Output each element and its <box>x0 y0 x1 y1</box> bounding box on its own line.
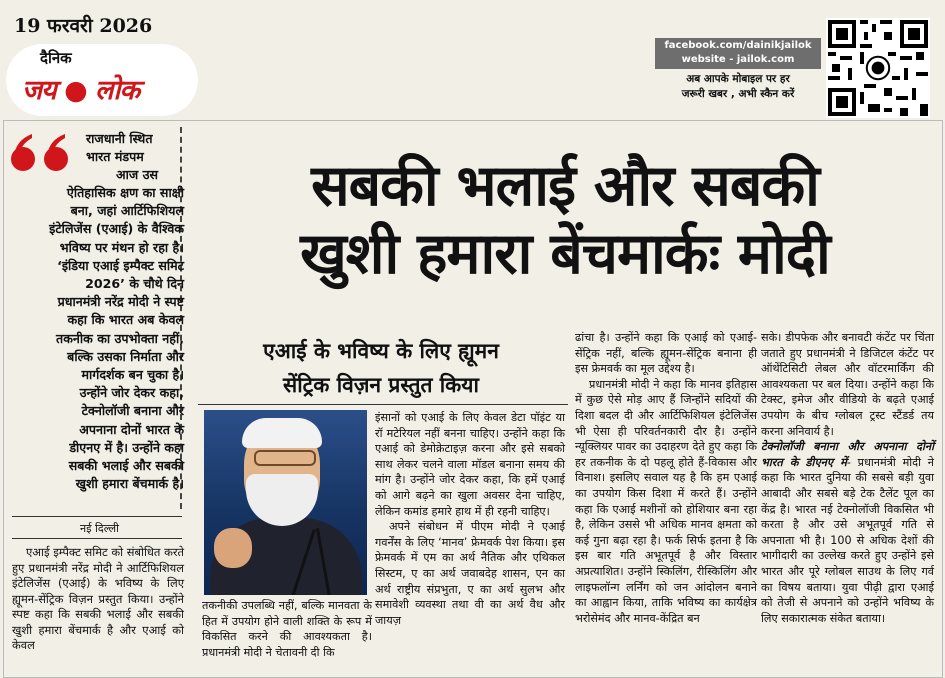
article-column-4 <box>575 330 757 626</box>
subheadline-line-1: एआई के भविष्य के लिए ह्यूमन <box>263 339 499 363</box>
masthead-dainik: दैनिक <box>40 49 72 67</box>
photo-hair <box>242 418 322 448</box>
issue-date: 19 फरवरी 2026 <box>14 15 153 37</box>
social-links-box <box>655 38 821 69</box>
scan-prompt <box>652 72 824 102</box>
lead-line: उन्होंने जोर देकर कहा, <box>79 385 184 401</box>
subheadline-line-2: सेंट्रिक विज़न प्रस्तुत किया <box>283 373 479 397</box>
lead-line: भारत मंडपम <box>86 149 144 165</box>
website-link[interactable]: website - jailok.com <box>681 54 795 65</box>
lead-line: अपनाना दोनों भारत के <box>79 421 184 437</box>
lead-line: प्रधानमंत्री नरेंद्र मोदी ने स्पष्ट <box>57 294 184 310</box>
divider <box>12 516 182 517</box>
subheadline <box>196 334 566 402</box>
paragraph-text: - प्रधानमंत्री मोदी ने कहा कि भारत दुनिया की सबसे बड़ी युवा आबादी और सबसे बड़े टेक टैलेंट पूल का केंद्र है। भारत नई टेक्नोलॉजी विकसित भी करता है और उसे अभूतपूर्व गति से अपनाता भी है। 100 से अधिक देशों की भागीदारी का उल्लेख करते हुए उन्होंने इसे भारत और पूरे ग्लोबल साउथ के लिए गर्व का विषय बताया। युवा पीढ़ी द्वारा एआई को तेजी से अपनाने को उन्होंने भविष्य के लिए सकारात्मक संकेत बताया। <box>761 455 934 625</box>
paragraph: तकनीकी उपलब्धि नहीं, बल्कि मानवता के हित में उपयोग होने वाली शक्ति के रूप में विकसित करने की आवश्यकता है। प्रधानमंत्री मोदी ने चेतावनी दी कि <box>202 599 372 659</box>
pm-modi-photo <box>204 410 367 595</box>
lead-line: तकनीक का उपभोक्ता नहीं, <box>56 330 184 346</box>
paragraph: प्रधानमंत्री मोदी ने कहा कि मानव इतिहास में कुछ ऐसे मोड़ आए हैं जिन्होंने सदियों की दिशा बदल दी और आर्टिफिशियल इंटेलिजेंस भी ऐसा ही परिवर्तनकारी दौर है। उन्होंने न्यूक्लियर पावर का उदाहरण देते हुए कहा कि हर तकनीक के दो पहलू होते हैं-विकास और विनाश। इसलिए सवाल यह है कि हम एआई का उपयोग किस दिशा में करते हैं। उन्होंने कहा कि एआई मशीनों को होशियार बना रहा है, लेकिन उससे भी अधिक मानव क्षमता को कई गुना बढ़ा रहा है। फर्क सिर्फ इतना है कि इस बार गति अभूतपूर्व है और विस्तार अप्रत्याशित। उन्होंने स्किलिंग, रीस्किलिंग और लाइफलॉन्ग लर्निंग को जन आंदोलन बनाने का आह्वान किया, ताकि भविष्य का कार्यक्षेत्र भरोसेमंद और मानव-केंद्रित बन <box>575 377 757 625</box>
facebook-link[interactable]: facebook.com/dainikjailok <box>664 40 812 51</box>
paragraph: ढांचा है। उन्होंने कहा कि एआई को एआई-सेंट्रिक नहीं, बल्कि ह्यूमन-सेंट्रिक बनाना ही इस फ्रेमवर्क का मूल उद्देश्य है। <box>575 331 757 376</box>
masthead-title: जय ● लोक <box>22 75 140 106</box>
article-column-2 <box>202 598 372 660</box>
headline <box>196 152 934 288</box>
lead-line: मार्गदर्शक बन चुका है। <box>81 367 184 383</box>
subhead-inline: टेक्नोलॉजी बनाना और अपनाना दोनों भारत के डीएनए में <box>761 440 934 469</box>
dateline: नई दिल्ली <box>80 522 119 535</box>
headline-line-1: सबकी भलाई और सबकी <box>311 153 819 219</box>
paragraph: अपने संबोधन में पीएम मोदी ने एआई गवर्नेंस के लिए ‘मानव’ फ्रेमवर्क पेश किया। इस फ्रेमवर्क में एम का अर्थ नैतिक और एथिकल सिस्टम, ए का अर्थ जवाबदेह शासन, एन का अर्थ राष्ट्रीय संप्रभुता, ए का अर्थ सुलभ और समावेशी व्यवस्था तथा वी का अर्थ वैध और जायज़ <box>375 520 565 627</box>
paragraph: सके। डीपफेक और बनावटी कंटेंट पर चिंता जताते हुए प्रधानमंत्री ने डिजिटल कंटेंट पर ऑथेंटिसिटी लेबल और वॉटरमार्किंग की आवश्यकता पर बल दिया। उन्होंने कहा कि टेक्स्ट, इमेज और वीडियो के बढ़ते एआई उपयोग के बीच ग्लोबल ट्रस्ट स्टैंडर्ड तय करना अनिवार्य है। <box>761 331 934 438</box>
lead-line: 2026’ के चौथे दिन <box>85 276 184 292</box>
lead-line: टेक्नोलॉजी बनाना और <box>81 403 184 419</box>
photo-glasses <box>254 450 316 466</box>
lead-line: बना, जहां आर्टिफिशियल <box>70 203 184 219</box>
lead-line: ‘इंडिया एआई इम्पैक्ट समिट <box>57 257 184 273</box>
article-column-3 <box>375 410 565 628</box>
paragraph <box>761 439 934 626</box>
divider <box>198 404 568 405</box>
lead-line: भविष्य पर मंथन हो रहा है। <box>59 239 184 255</box>
divider <box>12 538 182 539</box>
lead-line: खुशी हमारा बेंचमार्क है। <box>75 476 184 492</box>
photo-hand <box>214 528 252 568</box>
lead-line: आज उस <box>116 167 159 183</box>
lead-line: राजधानी स्थित <box>86 131 153 146</box>
lead-line: ऐतिहासिक क्षण का साक्षी <box>66 185 184 200</box>
lead-line: डीएनए में है। उन्होंने कहा <box>69 439 184 455</box>
scan-line-1: अब आपके मोबाइल पर हर <box>686 73 790 85</box>
lead-line: बल्कि उसका निर्माता और <box>67 348 184 364</box>
lead-line: इंटेलिजेंस (एआई) के वैश्विक <box>49 221 184 237</box>
qr-code-icon[interactable] <box>826 18 930 118</box>
lead-quote-top <box>86 130 182 185</box>
headline-line-2: खुशी हमारा बेंचमार्कः मोदी <box>300 221 830 287</box>
lead-line: कहा कि भारत अब केवल <box>67 312 184 328</box>
lead-quote-body <box>12 184 184 493</box>
paragraph: इंसानों को एआई के लिए केवल डेटा पॉइंट या रॉ मटेरियल नहीं बनना चाहिए। उन्होंने कहा कि एआई को डेमोक्रेटाइज़ करना और इसे सबको साथ लेकर चलने वाला मॉडल बनाना समय की मांग है। उन्होंने जोर देकर कहा, कि हमें एआई को आगे बढ़ने का खुला अवसर देना चाहिए, लेकिन कमांड हमारे हाथ में ही रहनी चाहिए। <box>375 411 565 518</box>
scan-line-2: जरूरी खबर , अभी स्कैन करें <box>681 88 795 100</box>
article-column-5 <box>761 330 934 626</box>
lead-line: सबकी भलाई और सबकी <box>68 458 184 474</box>
paragraph: एआई इम्पैक्ट समिट को संबोधित करते हुए प्रधानमंत्री नरेंद्र मोदी ने आर्टिफिशियल इंटेलिजेंस (एआई) के भविष्य के लिए ह्यूमन-सेंट्रिक विज़न प्रस्तुत किया। उन्होंने स्पष्ट कहा कि सबकी भलाई और सबकी खुशी हमारा बेंचमार्क है और एआई को केवल <box>12 545 184 652</box>
article-column-1 <box>12 545 184 654</box>
